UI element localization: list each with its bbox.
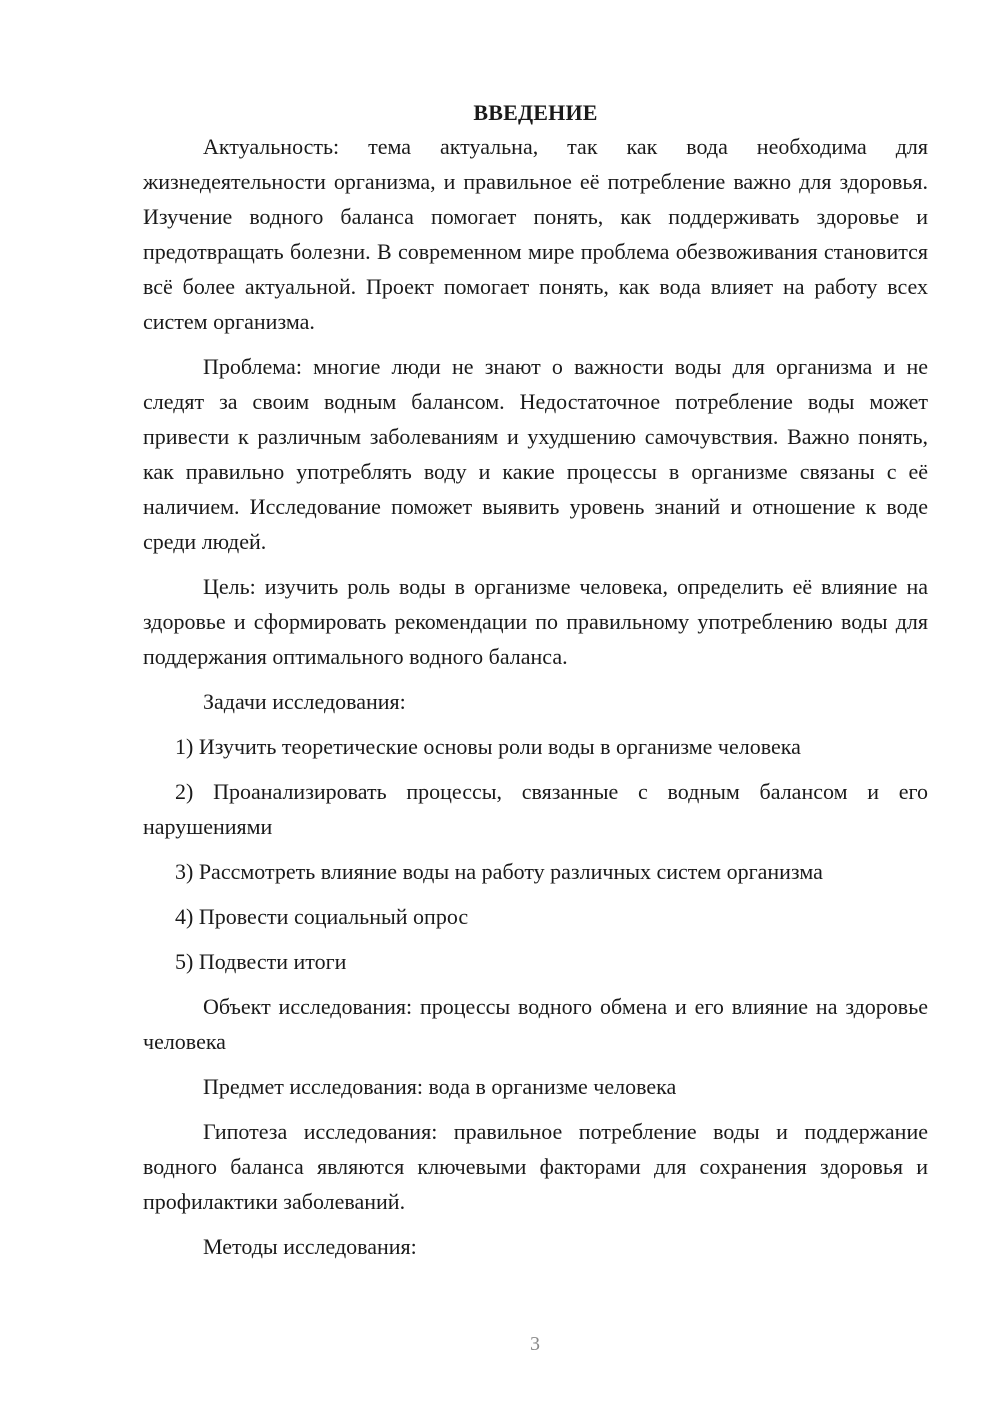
document-page — [143, 95, 928, 1274]
task-item-5: 5) Подвести итоги — [175, 949, 347, 974]
relevance-paragraph: Актуальность: тема актуальна, так как вода необходима для жизнедеятельности организма, и правильное её потребление важно для здоровья. Изучение водного баланса помогает понять, как поддерживать здоровье и предотвращать болезни. В современном мире проблема обезвоживания становится всё более актуальной. Проект помогает понять, как вода влияет на работу всех систем организма. — [143, 134, 928, 334]
task-item-2: 2) Проанализировать процессы, связанные с водным балансом и его нарушениями — [143, 779, 928, 839]
goal-paragraph: Цель: изучить роль воды в организме человека, определить её влияние на здоровье и сформировать рекомендации по правильному употреблению воды для поддержания оптимального водного баланса. — [143, 574, 928, 669]
section-title: ВВЕДЕНИЕ — [473, 100, 598, 125]
task-item-1: 1) Изучить теоретические основы роли воды в организме человека — [175, 734, 801, 759]
problem-paragraph: Проблема: многие люди не знают о важности воды для организма и не следят за своим водным балансом. Недостаточное потребление воды может привести к различным заболеваниям и ухудшению самочувствия. Важно понять, как правильно употреблять воду и какие процессы в организме связаны с её наличием. Исследование поможет выявить уровень знаний и отношение к воде среди людей. — [143, 354, 928, 554]
hypothesis-paragraph: Гипотеза исследования: правильное потребление воды и поддержание водного баланса являются ключевыми факторами для сохранения здоровья и профилактики заболеваний. — [143, 1119, 928, 1214]
methods-heading: Методы исследования: — [203, 1234, 417, 1259]
subject-paragraph: Предмет исследования: вода в организме человека — [203, 1074, 677, 1099]
object-paragraph: Объект исследования: процессы водного обмена и его влияние на здоровье человека — [143, 994, 928, 1054]
task-item-4: 4) Провести социальный опрос — [175, 904, 469, 929]
page-number: 3 — [530, 1333, 540, 1355]
tasks-heading: Задачи исследования: — [203, 689, 406, 714]
task-item-3: 3) Рассмотреть влияние воды на работу различных систем организма — [175, 859, 823, 884]
